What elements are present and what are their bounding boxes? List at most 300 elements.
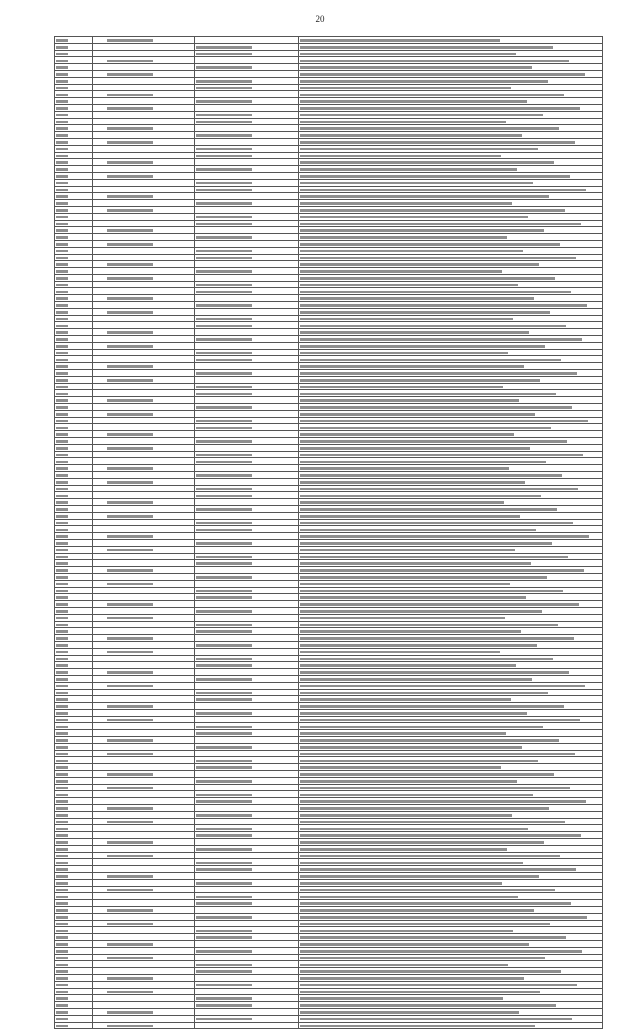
- cadastral-number-cell: [93, 329, 195, 336]
- table-row: [55, 390, 603, 397]
- illegible-text: [300, 325, 566, 328]
- table-row: [55, 723, 603, 730]
- cadastral-number-cell: [93, 288, 195, 295]
- cadastral-number-cell: [93, 118, 195, 125]
- table-row: [55, 322, 603, 329]
- table-row: [55, 356, 603, 363]
- cadastral-number-cell: [93, 70, 195, 77]
- row-number-cell: [55, 669, 93, 676]
- cadastral-number-cell: [93, 743, 195, 750]
- cadastral-number-cell: [93, 247, 195, 254]
- cadastral-number-cell: [195, 472, 299, 479]
- row-number-cell: [55, 472, 93, 479]
- row-number-cell: [55, 37, 93, 44]
- address-cell: [299, 329, 603, 336]
- illegible-text: [196, 834, 252, 837]
- table-row: [55, 458, 603, 465]
- address-cell: [299, 737, 603, 744]
- cadastral-number-cell: [93, 974, 195, 981]
- table-row: [55, 689, 603, 696]
- row-number-cell: [55, 716, 93, 723]
- illegible-text: [56, 263, 68, 266]
- illegible-text: [56, 257, 68, 260]
- illegible-text: [56, 46, 68, 49]
- cadastral-number-cell: [93, 322, 195, 329]
- illegible-text: [56, 161, 68, 164]
- address-cell: [299, 138, 603, 145]
- illegible-text: [56, 175, 68, 178]
- illegible-text: [196, 698, 252, 701]
- illegible-text: [300, 644, 537, 647]
- table-row: [55, 451, 603, 458]
- table-row: [55, 370, 603, 377]
- cadastral-number-cell: [195, 784, 299, 791]
- row-number-cell: [55, 77, 93, 84]
- illegible-text: [300, 53, 516, 56]
- illegible-text: [196, 692, 252, 695]
- illegible-text: [196, 780, 252, 783]
- cadastral-number-cell: [93, 193, 195, 200]
- cadastral-number-cell: [195, 818, 299, 825]
- cadastral-number-cell: [195, 907, 299, 914]
- illegible-text: [107, 637, 153, 640]
- row-number-cell: [55, 288, 93, 295]
- address-cell: [299, 669, 603, 676]
- illegible-text: [107, 481, 153, 484]
- address-cell: [299, 1022, 603, 1029]
- row-number-cell: [55, 784, 93, 791]
- cadastral-number-cell: [195, 234, 299, 241]
- illegible-text: [56, 535, 68, 538]
- cadastral-number-cell: [93, 363, 195, 370]
- cadastral-number-cell: [195, 682, 299, 689]
- table-row: [55, 947, 603, 954]
- illegible-text: [107, 617, 153, 620]
- row-number-cell: [55, 336, 93, 343]
- row-number-cell: [55, 675, 93, 682]
- address-cell: [299, 505, 603, 512]
- address-cell: [299, 533, 603, 540]
- cadastral-number-cell: [93, 213, 195, 220]
- illegible-text: [300, 712, 527, 715]
- illegible-text: [300, 352, 508, 355]
- illegible-text: [56, 94, 68, 97]
- row-number-cell: [55, 546, 93, 553]
- illegible-text: [196, 508, 252, 511]
- illegible-text: [300, 882, 502, 885]
- cadastral-number-cell: [195, 356, 299, 363]
- row-number-cell: [55, 777, 93, 784]
- row-number-cell: [55, 349, 93, 356]
- illegible-text: [300, 359, 561, 362]
- table-row: [55, 417, 603, 424]
- illegible-text: [196, 678, 252, 681]
- row-number-cell: [55, 308, 93, 315]
- table-row: [55, 961, 603, 968]
- cadastral-number-cell: [195, 57, 299, 64]
- cadastral-number-cell: [93, 505, 195, 512]
- illegible-text: [300, 732, 506, 735]
- cadastral-number-cell: [195, 37, 299, 44]
- illegible-text: [196, 386, 252, 389]
- row-number-cell: [55, 723, 93, 730]
- cadastral-number-cell: [195, 873, 299, 880]
- illegible-text: [107, 413, 153, 416]
- table-row: [55, 424, 603, 431]
- address-cell: [299, 682, 603, 689]
- cadastral-number-cell: [93, 77, 195, 84]
- illegible-text: [300, 848, 507, 851]
- cadastral-number-cell: [93, 757, 195, 764]
- illegible-text: [56, 760, 68, 763]
- table-row: [55, 261, 603, 268]
- illegible-text: [300, 189, 586, 192]
- row-number-cell: [55, 172, 93, 179]
- table-row: [55, 37, 603, 44]
- table-row: [55, 818, 603, 825]
- address-cell: [299, 451, 603, 458]
- illegible-text: [56, 53, 68, 56]
- illegible-text: [56, 107, 68, 110]
- illegible-text: [300, 284, 518, 287]
- illegible-text: [56, 87, 68, 90]
- cadastral-number-cell: [93, 825, 195, 832]
- table-row: [55, 383, 603, 390]
- row-number-cell: [55, 981, 93, 988]
- table-row: [55, 166, 603, 173]
- illegible-text: [196, 318, 252, 321]
- cadastral-number-cell: [195, 370, 299, 377]
- cadastral-number-cell: [195, 213, 299, 220]
- illegible-text: [56, 712, 68, 715]
- illegible-text: [300, 202, 512, 205]
- illegible-text: [56, 229, 68, 232]
- table-row: [55, 98, 603, 105]
- cadastral-number-cell: [195, 91, 299, 98]
- illegible-text: [300, 569, 584, 572]
- illegible-text: [300, 291, 571, 294]
- illegible-text: [56, 576, 68, 579]
- illegible-text: [196, 930, 252, 933]
- cadastral-number-cell: [93, 648, 195, 655]
- illegible-text: [300, 603, 579, 606]
- illegible-text: [107, 807, 153, 810]
- table-row: [55, 1002, 603, 1009]
- cadastral-number-cell: [93, 390, 195, 397]
- row-number-cell: [55, 995, 93, 1002]
- illegible-text: [300, 739, 559, 742]
- cadastral-number-cell: [195, 594, 299, 601]
- illegible-text: [300, 440, 567, 443]
- cadastral-number-cell: [195, 342, 299, 349]
- illegible-text: [300, 658, 553, 661]
- table-row: [55, 172, 603, 179]
- row-number-cell: [55, 84, 93, 91]
- table-row: [55, 648, 603, 655]
- illegible-text: [56, 440, 68, 443]
- address-cell: [299, 363, 603, 370]
- illegible-text: [196, 182, 252, 185]
- illegible-text: [300, 345, 545, 348]
- address-cell: [299, 567, 603, 574]
- table-row: [55, 601, 603, 608]
- row-number-cell: [55, 179, 93, 186]
- illegible-text: [56, 338, 68, 341]
- illegible-text: [300, 433, 514, 436]
- illegible-text: [300, 277, 555, 280]
- illegible-text: [56, 127, 68, 130]
- cadastral-number-cell: [195, 132, 299, 139]
- illegible-text: [56, 522, 68, 525]
- address-cell: [299, 934, 603, 941]
- illegible-text: [300, 794, 533, 797]
- illegible-text: [300, 970, 561, 973]
- illegible-text: [56, 195, 68, 198]
- cadastral-number-cell: [195, 281, 299, 288]
- cadastral-number-cell: [195, 478, 299, 485]
- row-number-cell: [55, 70, 93, 77]
- illegible-text: [56, 467, 68, 470]
- cadastral-number-cell: [93, 682, 195, 689]
- cadastral-number-cell: [93, 64, 195, 71]
- table-row: [55, 845, 603, 852]
- cadastral-number-cell: [195, 138, 299, 145]
- illegible-text: [300, 896, 518, 899]
- row-number-cell: [55, 227, 93, 234]
- table-row: [55, 404, 603, 411]
- illegible-text: [107, 977, 153, 980]
- address-cell: [299, 370, 603, 377]
- cadastral-number-cell: [195, 84, 299, 91]
- row-number-cell: [55, 322, 93, 329]
- address-cell: [299, 940, 603, 947]
- cadastral-number-cell: [93, 988, 195, 995]
- cadastral-number-cell: [195, 363, 299, 370]
- cadastral-number-cell: [93, 845, 195, 852]
- illegible-text: [300, 488, 578, 491]
- illegible-text: [300, 610, 542, 613]
- address-cell: [299, 91, 603, 98]
- row-number-cell: [55, 601, 93, 608]
- cadastral-number-cell: [93, 356, 195, 363]
- row-number-cell: [55, 641, 93, 648]
- cadastral-number-cell: [195, 777, 299, 784]
- cadastral-number-cell: [195, 716, 299, 723]
- cadastral-number-cell: [195, 1015, 299, 1022]
- illegible-text: [300, 60, 569, 63]
- illegible-text: [300, 46, 553, 49]
- illegible-text: [196, 970, 252, 973]
- illegible-text: [56, 848, 68, 851]
- illegible-text: [56, 250, 68, 253]
- address-cell: [299, 805, 603, 812]
- table-row: [55, 682, 603, 689]
- illegible-text: [300, 950, 582, 953]
- cadastral-number-cell: [195, 567, 299, 574]
- cadastral-number-cell: [93, 737, 195, 744]
- table-row: [55, 730, 603, 737]
- address-cell: [299, 927, 603, 934]
- illegible-text: [300, 515, 520, 518]
- cadastral-number-cell: [195, 635, 299, 642]
- table-row: [55, 1008, 603, 1015]
- row-number-cell: [55, 648, 93, 655]
- cadastral-number-cell: [195, 723, 299, 730]
- illegible-text: [56, 379, 68, 382]
- illegible-text: [300, 549, 515, 552]
- illegible-text: [300, 229, 544, 232]
- illegible-text: [107, 569, 153, 572]
- illegible-text: [300, 372, 577, 375]
- address-cell: [299, 308, 603, 315]
- table-row: [55, 750, 603, 757]
- cadastral-number-cell: [93, 172, 195, 179]
- cadastral-number-cell: [93, 308, 195, 315]
- cadastral-number-cell: [93, 580, 195, 587]
- cadastral-number-cell: [93, 50, 195, 57]
- row-number-cell: [55, 145, 93, 152]
- cadastral-number-cell: [93, 886, 195, 893]
- table-row: [55, 920, 603, 927]
- illegible-text: [56, 807, 68, 810]
- address-cell: [299, 703, 603, 710]
- illegible-text: [107, 331, 153, 334]
- cadastral-number-cell: [93, 920, 195, 927]
- illegible-text: [56, 562, 68, 565]
- cadastral-number-cell: [93, 84, 195, 91]
- illegible-text: [300, 930, 513, 933]
- cadastral-number-cell: [195, 485, 299, 492]
- row-number-cell: [55, 342, 93, 349]
- cadastral-number-cell: [195, 302, 299, 309]
- cadastral-number-cell: [195, 98, 299, 105]
- address-cell: [299, 974, 603, 981]
- cadastral-number-cell: [195, 900, 299, 907]
- illegible-text: [56, 393, 68, 396]
- cadastral-number-cell: [93, 472, 195, 479]
- cadastral-number-cell: [93, 227, 195, 234]
- address-cell: [299, 873, 603, 880]
- illegible-text: [56, 950, 68, 953]
- table-row: [55, 247, 603, 254]
- cadastral-number-cell: [93, 91, 195, 98]
- illegible-text: [300, 393, 556, 396]
- illegible-text: [107, 263, 153, 266]
- illegible-text: [300, 420, 588, 423]
- row-number-cell: [55, 920, 93, 927]
- address-cell: [299, 111, 603, 118]
- cadastral-number-cell: [93, 302, 195, 309]
- row-number-cell: [55, 370, 93, 377]
- address-cell: [299, 662, 603, 669]
- illegible-text: [300, 481, 525, 484]
- illegible-text: [107, 651, 153, 654]
- illegible-text: [300, 637, 574, 640]
- address-cell: [299, 777, 603, 784]
- illegible-text: [107, 365, 153, 368]
- cadastral-number-cell: [195, 404, 299, 411]
- illegible-text: [56, 930, 68, 933]
- table-row: [55, 472, 603, 479]
- table-row: [55, 444, 603, 451]
- cadastral-number-cell: [195, 492, 299, 499]
- cadastral-number-cell: [93, 703, 195, 710]
- table-row: [55, 281, 603, 288]
- cadastral-number-cell: [195, 601, 299, 608]
- cadastral-number-cell: [93, 240, 195, 247]
- cadastral-number-cell: [195, 573, 299, 580]
- table-row: [55, 907, 603, 914]
- illegible-text: [300, 1025, 535, 1028]
- cadastral-number-cell: [93, 98, 195, 105]
- illegible-text: [196, 189, 252, 192]
- table-row: [55, 900, 603, 907]
- table-row: [55, 743, 603, 750]
- table-row: [55, 77, 603, 84]
- table-row: [55, 533, 603, 540]
- illegible-text: [300, 257, 576, 260]
- table-row: [55, 641, 603, 648]
- cadastral-number-cell: [93, 485, 195, 492]
- address-cell: [299, 322, 603, 329]
- cadastral-number-cell: [93, 750, 195, 757]
- table-row: [55, 927, 603, 934]
- table-row: [55, 295, 603, 302]
- address-cell: [299, 798, 603, 805]
- table-row: [55, 995, 603, 1002]
- row-number-cell: [55, 737, 93, 744]
- cadastral-number-cell: [195, 512, 299, 519]
- row-number-cell: [55, 234, 93, 241]
- illegible-text: [56, 794, 68, 797]
- table-row: [55, 342, 603, 349]
- address-cell: [299, 186, 603, 193]
- table-row: [55, 839, 603, 846]
- table-row: [55, 539, 603, 546]
- row-number-cell: [55, 240, 93, 247]
- illegible-text: [56, 359, 68, 362]
- row-number-cell: [55, 64, 93, 71]
- address-cell: [299, 743, 603, 750]
- cadastral-number-cell: [195, 560, 299, 567]
- address-cell: [299, 893, 603, 900]
- address-cell: [299, 811, 603, 818]
- illegible-text: [300, 923, 550, 926]
- row-number-cell: [55, 771, 93, 778]
- illegible-text: [300, 461, 546, 464]
- illegible-text: [300, 406, 572, 409]
- address-cell: [299, 601, 603, 608]
- address-register-table: [54, 36, 603, 1029]
- table-row: [55, 111, 603, 118]
- address-cell: [299, 315, 603, 322]
- address-cell: [299, 70, 603, 77]
- row-number-cell: [55, 43, 93, 50]
- cadastral-number-cell: [195, 974, 299, 981]
- cadastral-number-cell: [93, 138, 195, 145]
- illegible-text: [56, 406, 68, 409]
- illegible-text: [56, 814, 68, 817]
- illegible-text: [56, 991, 68, 994]
- row-number-cell: [55, 125, 93, 132]
- address-cell: [299, 254, 603, 261]
- cadastral-number-cell: [195, 764, 299, 771]
- illegible-text: [196, 338, 252, 341]
- illegible-text: [56, 644, 68, 647]
- illegible-text: [196, 304, 252, 307]
- address-cell: [299, 995, 603, 1002]
- address-cell: [299, 179, 603, 186]
